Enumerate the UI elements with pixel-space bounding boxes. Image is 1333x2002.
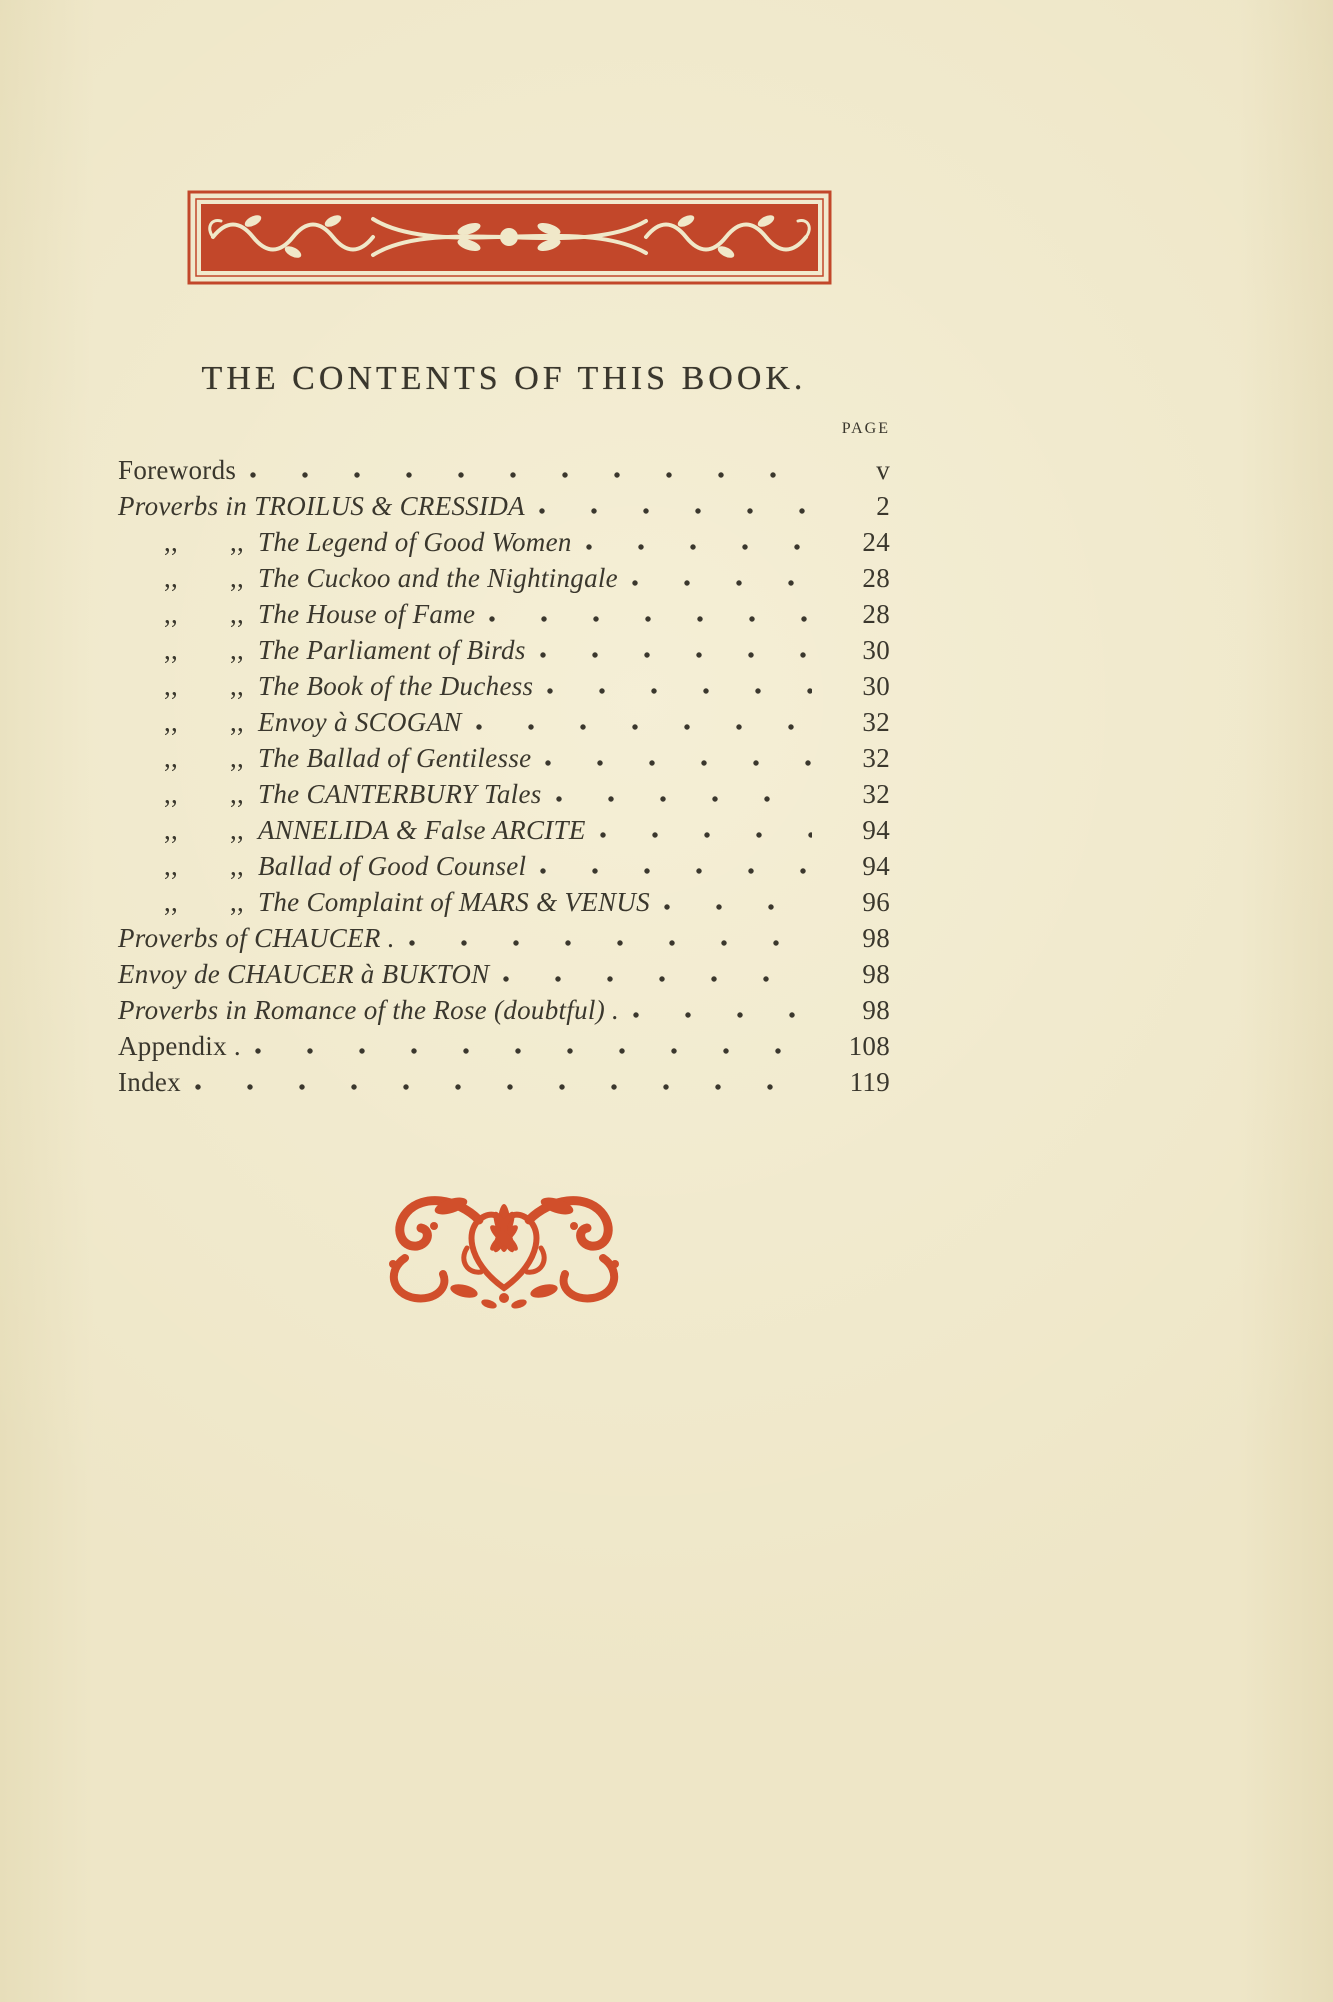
- dot-leader: [632, 580, 812, 596]
- contents-list: [118, 452, 890, 1100]
- entry-page-number: 98: [862, 994, 890, 1025]
- ditto-mark-2: ,,: [230, 778, 245, 809]
- floral-tailpiece-graphic: [339, 1186, 669, 1316]
- ditto-mark-1: ,,: [164, 706, 179, 737]
- dot-leader: [664, 904, 812, 920]
- ditto-mark-2: ,,: [230, 706, 245, 737]
- entry-title: The CANTERBURY Tales: [258, 778, 542, 809]
- dot-leader: [547, 688, 812, 704]
- contents-row: [118, 956, 890, 992]
- ditto-mark-1: ,,: [164, 634, 179, 665]
- entry-page-number: 24: [862, 526, 890, 557]
- ditto-mark-1: ,,: [164, 850, 179, 881]
- ditto-mark-1: ,,: [164, 598, 179, 629]
- ditto-mark-1: ,,: [164, 562, 179, 593]
- contents-row: [118, 1028, 890, 1064]
- floral-band-graphic: [187, 190, 832, 285]
- entry-page-number: 119: [849, 1066, 890, 1097]
- dot-leader: [255, 1048, 812, 1064]
- entry-title: The Ballad of Gentilesse: [258, 742, 532, 773]
- entry-title: Proverbs in Romance of the Rose (doubtful) .: [118, 994, 620, 1025]
- ditto-mark-1: ,,: [164, 778, 179, 809]
- contents-row: [118, 668, 890, 704]
- entry-page-number: 30: [862, 670, 890, 701]
- contents-row: [118, 452, 890, 488]
- contents-row: [118, 776, 890, 812]
- dot-leader: [195, 1084, 812, 1100]
- page-column-header: PAGE: [841, 419, 890, 437]
- entry-title: The Parliament of Birds: [258, 634, 526, 665]
- contents-row: [118, 632, 890, 668]
- contents-row: [118, 812, 890, 848]
- entry-page-number: 28: [862, 598, 890, 629]
- ditto-mark-1: ,,: [164, 526, 179, 557]
- dot-leader: [540, 868, 812, 884]
- ditto-mark-1: ,,: [164, 742, 179, 773]
- entry-page-number: 98: [862, 958, 890, 989]
- entry-page-number: 94: [862, 850, 890, 881]
- contents-row: [118, 596, 890, 632]
- entry-page-number: 98: [862, 922, 890, 953]
- dot-leader: [539, 508, 812, 524]
- top-ornament-banner: [187, 190, 832, 285]
- ditto-mark-2: ,,: [230, 634, 245, 665]
- entry-title: Forewords: [118, 454, 237, 485]
- contents-row: [118, 740, 890, 776]
- ditto-mark-2: ,,: [230, 886, 245, 917]
- entry-page-number: 108: [848, 1030, 890, 1061]
- ditto-mark-2: ,,: [230, 814, 245, 845]
- contents-row: [118, 488, 890, 524]
- ditto-mark-1: ,,: [164, 670, 179, 701]
- dot-leader: [600, 832, 812, 848]
- entry-title: The Legend of Good Women: [258, 526, 572, 557]
- ditto-mark-2: ,,: [230, 742, 245, 773]
- entry-page-number: 32: [862, 742, 890, 773]
- ditto-mark-2: ,,: [230, 670, 245, 701]
- entry-title: The House of Fame: [258, 598, 476, 629]
- contents-row: [118, 920, 890, 956]
- entry-title: Index: [118, 1066, 181, 1097]
- ditto-mark-2: ,,: [230, 526, 245, 557]
- entry-page-number: v: [876, 454, 890, 485]
- entry-page-number: 2: [876, 490, 890, 521]
- contents-row: [118, 884, 890, 920]
- contents-row: [118, 992, 890, 1028]
- entry-page-number: 96: [862, 886, 890, 917]
- ditto-mark-2: ,,: [230, 598, 245, 629]
- dot-leader: [633, 1012, 812, 1028]
- contents-row: [118, 848, 890, 884]
- entry-title: The Book of the Duchess: [258, 670, 534, 701]
- contents-row: [118, 560, 890, 596]
- entry-page-number: 28: [862, 562, 890, 593]
- dot-leader: [545, 760, 812, 776]
- ditto-mark-1: ,,: [164, 814, 179, 845]
- contents-row: [118, 524, 890, 560]
- entry-page-number: 32: [862, 778, 890, 809]
- entry-title: Proverbs in TROILUS & CRESSIDA: [118, 490, 525, 521]
- entry-title: ANNELIDA & False ARCITE: [258, 814, 586, 845]
- entry-title: Ballad of Good Counsel: [258, 850, 527, 881]
- dot-leader: [586, 544, 812, 560]
- dot-leader: [250, 472, 812, 488]
- ditto-mark-2: ,,: [230, 850, 245, 881]
- dot-leader: [409, 940, 812, 956]
- dot-leader: [556, 796, 812, 812]
- entry-title: Envoy de CHAUCER à BUKTON: [118, 958, 490, 989]
- contents-row: [118, 704, 890, 740]
- ditto-mark-2: ,,: [230, 562, 245, 593]
- entry-page-number: 30: [862, 634, 890, 665]
- entry-title: The Complaint of MARS & VENUS: [258, 886, 650, 917]
- entry-title: The Cuckoo and the Nightingale: [258, 562, 618, 593]
- dot-leader: [489, 616, 812, 632]
- entry-page-number: 94: [862, 814, 890, 845]
- dot-leader: [503, 976, 812, 992]
- entry-title: Envoy à SCOGAN: [258, 706, 462, 737]
- dot-leader: [476, 724, 812, 740]
- entry-title: Proverbs of CHAUCER .: [118, 922, 395, 953]
- entry-title: Appendix .: [118, 1030, 241, 1061]
- page-title: THE CONTENTS OF THIS BOOK.: [201, 360, 807, 397]
- entry-page-number: 32: [862, 706, 890, 737]
- dot-leader: [540, 652, 812, 668]
- bottom-ornament: [118, 1186, 890, 1321]
- contents-row: [118, 1064, 890, 1100]
- ditto-mark-1: ,,: [164, 886, 179, 917]
